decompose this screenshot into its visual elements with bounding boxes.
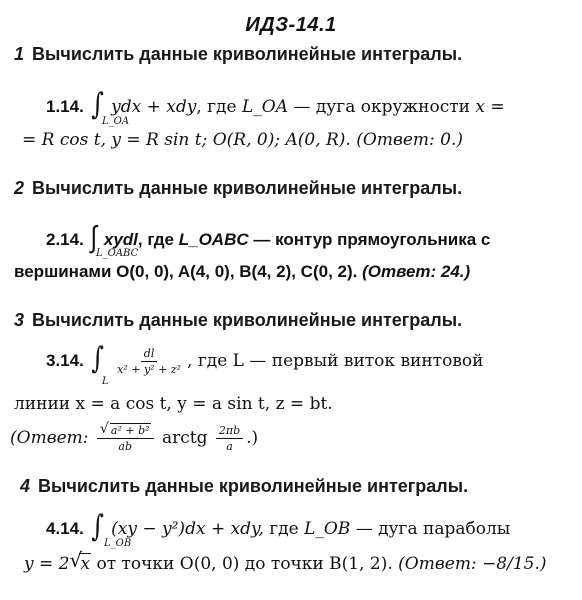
task-heading-text: Вычислить данные криволинейные интегралы. [38, 476, 469, 496]
task-4-heading [20, 476, 468, 497]
task-1-line-2 [22, 130, 463, 150]
fraction-denominator: x² + y² + z² [117, 363, 182, 376]
helix-parametrization: линии x = a cos t, y = a sin t, z = bt. [14, 394, 333, 414]
sqrt-icon: √ [69, 548, 83, 572]
integrand: (xy − y²)dx + xdy, [111, 519, 264, 539]
sqrt [99, 421, 151, 437]
integrand: ydx + xdy [111, 97, 197, 117]
item-number: 1.14. [46, 97, 84, 116]
curve-name: L_OABC [178, 230, 249, 249]
integrand-fraction [114, 347, 184, 376]
task-heading-text: Вычислить данные криволинейные интегралы. [32, 310, 463, 330]
curve-description: — контур прямоугольника с [253, 230, 491, 249]
argument-fraction [216, 424, 243, 453]
function-name: arctg [161, 428, 208, 448]
integral-subscript: L_OABC [96, 248, 139, 259]
curve-description: — дуга окружности [293, 97, 470, 117]
where-text: , где [196, 97, 237, 117]
answer: (Ответ: 0.) [356, 130, 463, 150]
curve-name: L_OB [304, 519, 351, 539]
task-2-heading [14, 178, 462, 199]
task-3-line-1 [46, 340, 484, 376]
parametrization: = R cos t, y = R sin t; O(R, 0); A(0, R). [22, 130, 351, 150]
task-1-line-1 [46, 86, 505, 122]
task-heading-text: Вычислить данные криволинейные интегралы. [32, 44, 463, 64]
answer: (Ответ: 24.) [362, 262, 471, 281]
task-4-line-1 [46, 508, 511, 544]
curve-description: L — первый виток винтовой [232, 351, 484, 371]
answer: (Ответ: −8/15.) [398, 554, 547, 574]
integral-sign: ∫ [91, 340, 104, 376]
answer-open: (Ответ: [10, 428, 89, 448]
parabola-eq: y = 2 [24, 554, 70, 574]
page-title: ИДЗ-14.1 [245, 14, 337, 36]
task-3-answer [10, 421, 259, 453]
integral-sign: ∫ [91, 86, 104, 122]
where-text: , где [137, 230, 175, 249]
fraction-denominator: a [226, 440, 233, 453]
fraction-denominator: ab [118, 440, 133, 453]
fraction-numerator [97, 421, 154, 439]
task-4-line-2 [24, 548, 547, 574]
points-text: от точки O(0, 0) до точки B(1, 2). [96, 554, 393, 574]
where-text: , где [187, 351, 228, 371]
sqrt-content: x [80, 554, 91, 574]
curve-description: — дуга параболы [355, 519, 511, 539]
integral-subscript: L_OB [104, 538, 132, 549]
fraction-numerator: dl [141, 347, 158, 362]
integral-subscript: L_OA [102, 116, 130, 127]
answer-close: .) [246, 428, 259, 448]
where-text: где [269, 519, 299, 539]
task-1-heading [14, 44, 462, 65]
task-3-line-2 [14, 394, 333, 414]
vertices: вершинами O(0, 0), A(4, 0), B(4, 2), C(0, 2). [14, 262, 358, 281]
integral-sign: ∫ [90, 220, 98, 255]
task-number: 4 [20, 476, 31, 496]
answer-fraction [97, 421, 154, 453]
item-number: 2.14. [46, 230, 84, 249]
task-number: 3 [14, 310, 25, 330]
task-heading-text: Вычислить данные криволинейные интегралы. [32, 178, 463, 198]
sqrt-icon: √ [99, 421, 109, 437]
curve-name: L_OA [242, 97, 289, 117]
task-number: 2 [14, 178, 25, 198]
sqrt-content: a² + b² [110, 424, 150, 437]
task-number: 1 [14, 44, 25, 64]
sqrt [69, 548, 91, 574]
fraction-numerator: 2πb [216, 424, 243, 439]
task-3-heading [14, 310, 462, 331]
integrand: xydl [103, 230, 138, 249]
item-number: 4.14. [46, 519, 84, 538]
task-2-line-2 [14, 262, 470, 282]
integral-sign: ∫ [91, 508, 104, 544]
equation-x: x = [475, 97, 505, 117]
item-number: 3.14. [46, 351, 84, 370]
integral-subscript: L [102, 376, 109, 387]
